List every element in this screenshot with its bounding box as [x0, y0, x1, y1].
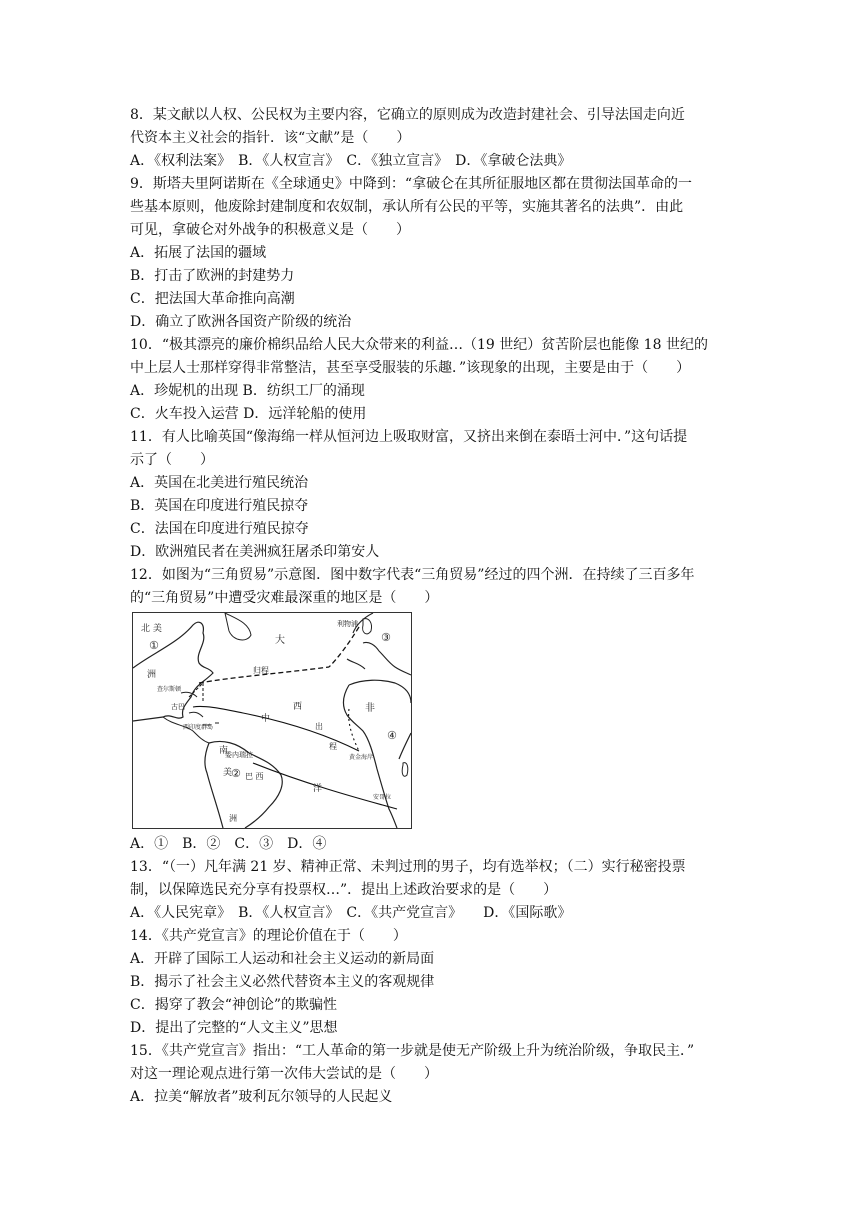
map-label-zhou2: 洲: [229, 814, 237, 823]
q15-stem-line2: 对这一理论观点进行第一次伟大尝试的是（ ）: [130, 1066, 438, 1082]
map-label-circle4: ④: [387, 729, 397, 742]
q13-options: A．《人民宪章》 B．《人权宣言》 C．《共产党宣言》 D．《国际歌》: [130, 905, 572, 921]
map-label-fei: 非: [365, 703, 375, 714]
q10-options-line2: C．火车投入运营 D．远洋轮船的使用: [130, 406, 367, 422]
outbound-route-south: [349, 709, 359, 751]
q8-stem-line1: 8．某文献以人权、公民权为主要内容，它确立的原则成为改造封建社会、引导法国走向近: [130, 107, 685, 123]
map-label-circle2: ②: [231, 767, 241, 780]
map-label-cuba: 古巴: [171, 703, 185, 711]
q12-options: A．① B．② C．③ D．④: [130, 836, 327, 852]
britain-outline: [363, 619, 372, 634]
caribbean-islands: [181, 692, 219, 725]
q11-stem-line2: 示了（ ）: [130, 452, 214, 468]
map-label-gold-coast: 黄金海岸: [349, 754, 374, 761]
q9-stem-line3: 可见，拿破仑对外战争的积极意义是（ ）: [130, 222, 410, 238]
q14-option-b: B．揭示了社会主义必然代替资本主义的客观规律: [130, 974, 435, 990]
map-label-charleston: 查尔斯顿: [157, 686, 182, 693]
map-label-zhou1: 洲: [147, 670, 157, 680]
triangle-trade-map: [132, 612, 412, 829]
map-label-angola: 安哥拉: [373, 794, 392, 801]
madagascar-outline: [402, 763, 408, 777]
exam-page: [130, 104, 730, 1109]
map-label-outbound: 出: [315, 722, 323, 731]
map-label-yang: 洋: [313, 784, 323, 794]
q10-options-line1: A．珍妮机的出现 B．纺织工厂的涌现: [130, 383, 365, 399]
q8-stem-line2: 代资本主义社会的指针．该“文献”是（ ）: [130, 130, 411, 146]
southern-route: [253, 763, 397, 809]
q9-option-d: D．确立了欧洲各国资产阶级的统治: [130, 314, 352, 330]
map-label-middle: 中: [261, 714, 271, 724]
q11-option-c: C．法国在印度进行殖民掠夺: [130, 521, 309, 537]
q9-stem-line2: 些基本原则，他废除封建制度和农奴制，承认所有公民的平等，实施其著名的法典”．由此: [130, 199, 684, 215]
q11-option-d: D．欧洲殖民者在美洲疯狂屠杀印第安人: [130, 544, 380, 560]
q8-options: A．《权利法案》 B．《人权宣言》 C．《独立宣言》 D．《拿破仑法典》: [130, 153, 572, 169]
q13-stem-line1: 13．“（一）凡年满 21 岁、精神正常、未判过刑的男子，均有选举权；（二）实行秘密投票: [130, 859, 686, 875]
q10-stem-line2: 中上层人士那样穿得非常整洁，甚至享受服装的乐趣．”该现象的出现，主要是由于（ ）: [130, 360, 691, 376]
map-label-circle3: ③: [381, 631, 391, 644]
q13-stem-line2: 制，以保障选民充分享有投票权…”．提出上述政治要求的是（ ）: [130, 882, 558, 898]
q10-stem-line1: 10．“极其漂亮的廉价棉织品给人民大众带来的利益…（19 世纪）贫苦阶层也能像 18 世纪的: [130, 337, 708, 353]
q11-option-b: B．英国在印度进行殖民掠夺: [130, 498, 309, 514]
q9-option-b: B．打击了欧洲的封建势力: [130, 268, 295, 284]
q12-stem-line2: 的“三角贸易”中遭受灾难最深重的地区是（ ）: [130, 590, 439, 606]
map-label-north-america: 北 美: [141, 624, 162, 634]
map-label-da: 大: [275, 635, 285, 646]
q9-option-c: C．把法国大革命推向高潮: [130, 291, 295, 307]
map-label-cheng: 程: [329, 742, 337, 751]
map-label-mei: 美: [223, 768, 233, 778]
map-label-liverpool: 利物浦: [337, 620, 358, 628]
map-label-south: 南: [219, 746, 229, 756]
map-label-circle1: ①: [149, 639, 159, 652]
map-label-xi: 西: [293, 702, 303, 712]
q11-option-a: A．英国在北美进行殖民统治: [130, 475, 309, 491]
q11-stem-line1: 11．有人比喻英国“像海绵一样从恒河边上吸取财富，又挤出来倒在泰晤士河中．”这句话提: [130, 429, 688, 445]
map-label-west-indies: 西印度群岛: [183, 724, 214, 731]
triangle-trade-map-svg: [133, 613, 411, 828]
q14-option-c: C．揭穿了教会“神创论”的欺骗性: [130, 997, 338, 1013]
q15-stem-line1: 15．《共产党宣言》指出：“工人革命的第一步就是使无产阶级上升为统治阶级，争取民主．”: [130, 1043, 695, 1059]
map-label-venezuela: 委内瑞拉: [225, 751, 253, 759]
q15-option-a: A．拉美“解放者”玻利瓦尔领导的人民起义: [130, 1089, 393, 1105]
q14-stem: 14．《共产党宣言》的理论价值在于（ ）: [130, 928, 407, 944]
q9-stem-line1: 9．斯塔夫里阿诺斯在《全球通史》中降到：“拿破仑在其所征服地区都在贯彻法国革命的一: [130, 176, 693, 192]
q12-stem-line1: 12．如图为“三角贸易”示意图．图中数字代表“三角贸易”经过的四个洲．在持续了三百多年: [130, 567, 695, 583]
outbound-route: [329, 627, 359, 667]
map-label-return-trip: 归程: [253, 666, 269, 675]
q9-option-a: A．拓展了法国的疆域: [130, 245, 267, 261]
greenland-outline: [225, 613, 251, 640]
map-label-brazil: 巴 西: [245, 772, 264, 781]
q14-option-d: D．提出了完整的“人文主义”思想: [130, 1020, 338, 1036]
q14-option-a: A．开辟了国际工人运动和社会主义运动的新局面: [130, 951, 435, 967]
